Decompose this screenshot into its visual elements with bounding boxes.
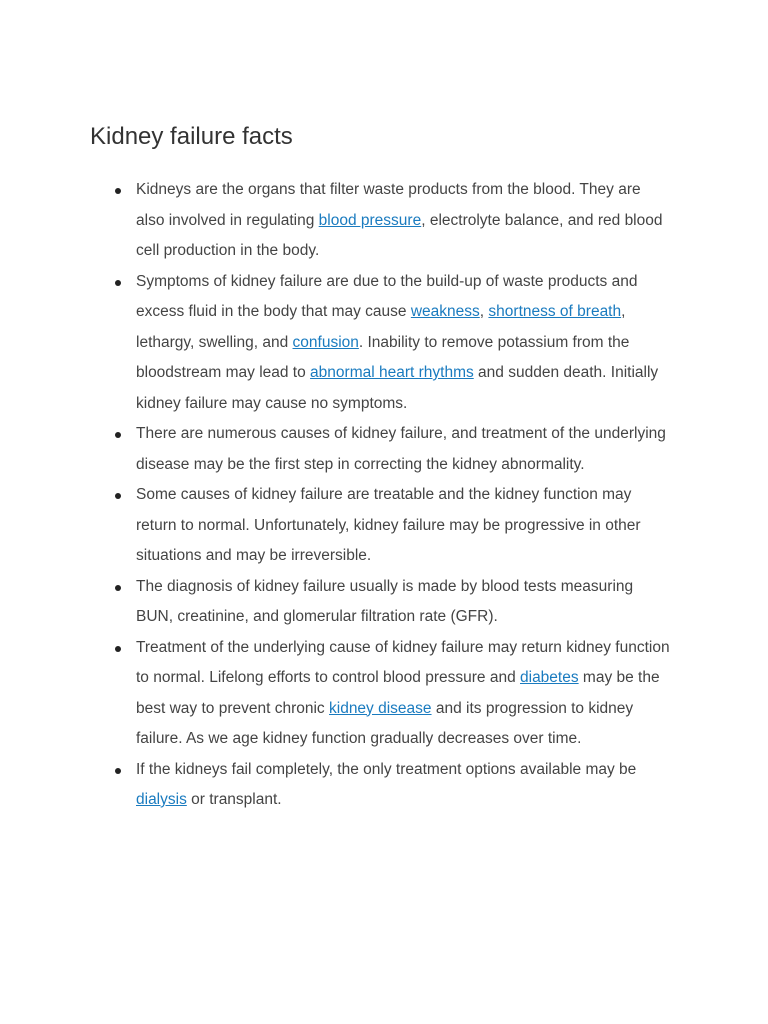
list-item (112, 755, 672, 816)
fact-text: . Inability to remove potassium from the bloodstream may lead to (136, 333, 630, 381)
list-item (112, 267, 672, 420)
fact-text: If the kidneys fail completely, the only treatment options available may be (136, 760, 637, 778)
facts-list (112, 175, 672, 816)
bullet-icon (115, 493, 121, 499)
bullet-icon (115, 432, 121, 438)
fact-text: and sudden death. Initially kidney failure may cause no symptoms. (136, 364, 659, 412)
bullet-icon (115, 280, 121, 286)
list-item (112, 633, 672, 755)
list-item (112, 419, 672, 480)
bullet-icon (115, 768, 121, 774)
link-confusion[interactable]: confusion (292, 333, 359, 351)
fact-text: Kidneys are the organs that filter waste products from the blood. They are also involved in regulating (136, 181, 641, 229)
list-item (112, 572, 672, 633)
list-item (112, 480, 672, 572)
link-blood-pressure[interactable]: blood pressure (318, 211, 422, 229)
link-abnormal-heart-rhythms[interactable]: abnormal heart rhythms (310, 364, 474, 381)
fact-text: , (479, 303, 489, 320)
link-shortness-of-breath[interactable]: shortness of breath (488, 303, 622, 320)
fact-text: Some causes of kidney failure are treatable and the kidney function may return to normal. Unfortunately, kidney failure may be progressive in other situations and may be irreversible. (136, 486, 641, 564)
bullet-icon (115, 646, 121, 652)
fact-text: Symptoms of kidney failure are due to the build-up of waste products and excess fluid in the body that may cause (136, 272, 638, 320)
fact-text: Treatment of the underlying cause of kidney failure may return kidney function to normal. Lifelong efforts to control blood pressure and (136, 638, 670, 686)
fact-text: The diagnosis of kidney failure usually is made by blood tests measuring BUN, creatinine, and glomerular filtration rate (GFR). (136, 577, 634, 625)
bullet-icon (115, 585, 121, 591)
link-diabetes[interactable]: diabetes (520, 669, 579, 686)
list-item (112, 175, 672, 267)
fact-text: or transplant. (186, 791, 282, 808)
link-kidney-disease[interactable]: kidney disease (329, 699, 432, 717)
fact-text: may be the best way to prevent chronic (136, 669, 660, 717)
link-dialysis[interactable]: dialysis (136, 791, 187, 808)
fact-text: and its progression to kidney failure. As we age kidney function gradually decreases over time. (136, 699, 634, 747)
bullet-icon (115, 188, 121, 194)
fact-text: , lethargy, swelling, and (136, 303, 626, 351)
fact-text: , electrolyte balance, and red blood cell production in the body. (136, 211, 663, 259)
fact-text: There are numerous causes of kidney failure, and treatment of the underlying disease may be the first step in correcting the kidney abnormality. (136, 425, 666, 473)
page-title: Kidney failure facts (90, 123, 293, 150)
link-weakness[interactable]: weakness (410, 303, 480, 320)
